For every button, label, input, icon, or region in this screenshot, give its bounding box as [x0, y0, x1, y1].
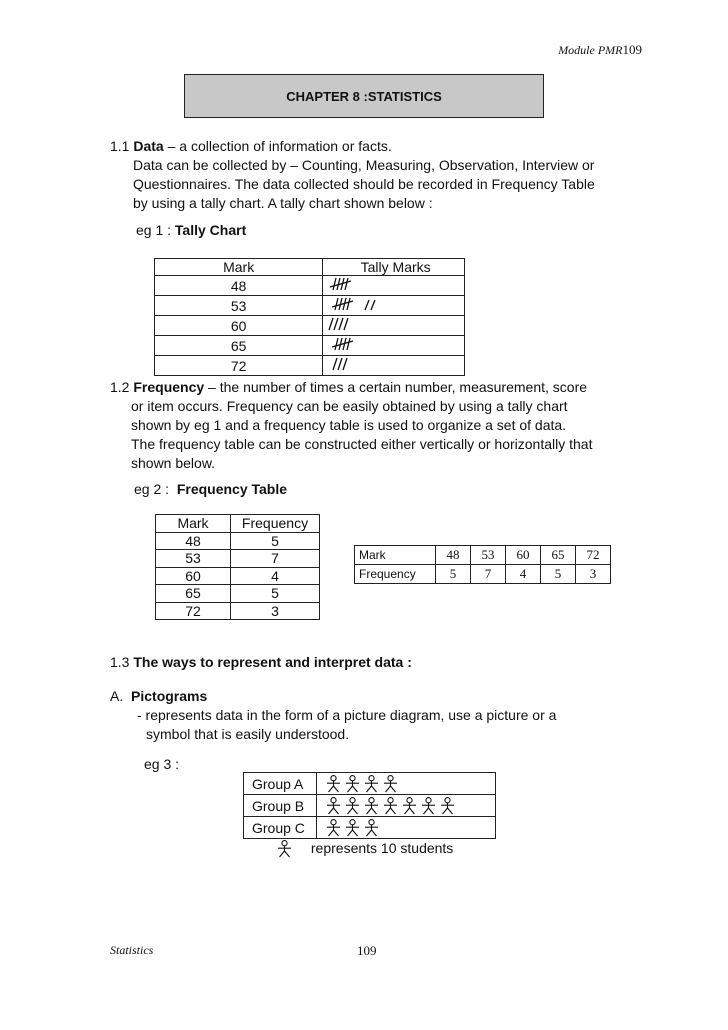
row-label-frequency: Frequency — [355, 565, 436, 584]
person-icon — [420, 797, 437, 815]
tally-marks-seven-icon — [327, 296, 397, 312]
table-row — [156, 532, 320, 550]
table-row — [155, 316, 465, 336]
section-number: 1.2 — [110, 379, 130, 395]
mark-cell: 48 — [156, 532, 231, 550]
person-icon — [382, 797, 399, 815]
paragraph-line: symbol that is easily understood. — [146, 726, 350, 742]
mark-cell: 48 — [155, 276, 323, 296]
pictogram-icons — [317, 773, 496, 795]
tally-cell — [323, 276, 465, 296]
table-row — [156, 550, 320, 568]
paragraph-line: Data can be collected by – Counting, Measuring, Observation, Interview or — [133, 157, 595, 173]
table-row — [156, 585, 320, 603]
data-definition: – a collection of information or facts. — [163, 138, 392, 154]
paragraph-line: shown below. — [131, 455, 216, 471]
mark-cell: 72 — [155, 356, 323, 376]
group-label: Group B — [244, 795, 317, 817]
tally-marks-five-icon — [327, 276, 367, 292]
example-title: Frequency Table — [176, 481, 288, 497]
tally-cell — [323, 316, 465, 336]
mark-cell: 65 — [541, 546, 576, 565]
paragraph-line: by using a tally chart. A tally chart shown below : — [133, 195, 433, 211]
frequency-cell: 4 — [231, 567, 320, 585]
mark-cell: 65 — [155, 336, 323, 356]
pictogram-table — [243, 772, 496, 839]
table-row — [156, 602, 320, 620]
example-2-heading — [134, 481, 287, 497]
pictogram-key — [276, 840, 453, 858]
example-label: eg 1 : — [136, 222, 175, 238]
frequency-definition: – the number of times a certain number, measurement, score — [204, 379, 588, 395]
example-3-label: eg 3 : — [144, 756, 180, 772]
table-row-mark — [355, 546, 611, 565]
person-icon — [363, 819, 380, 837]
person-icon — [276, 840, 293, 858]
tally-marks-three-icon — [327, 356, 367, 372]
pictogram-row — [244, 817, 496, 839]
term-data: Data — [133, 138, 164, 154]
tally-chart-table — [154, 258, 465, 376]
column-header-mark: Mark — [155, 259, 323, 276]
mark-cell: 65 — [156, 585, 231, 603]
pictogram-icons — [317, 795, 496, 817]
table-row — [155, 336, 465, 356]
mark-cell: 53 — [155, 296, 323, 316]
person-icon — [382, 775, 399, 793]
section-number: 1.1 — [110, 138, 130, 154]
group-label: Group C — [244, 817, 317, 839]
tally-cell — [323, 356, 465, 376]
section-a-pictograms — [110, 687, 556, 744]
header-page-number: 109 — [622, 42, 642, 57]
column-header-tally: Tally Marks — [323, 259, 465, 276]
person-icon — [344, 775, 361, 793]
module-label: Module PMR — [558, 43, 623, 57]
frequency-cell: 3 — [576, 565, 611, 584]
group-label: Group A — [244, 773, 317, 795]
mark-cell: 60 — [506, 546, 541, 565]
table-header-row — [155, 259, 465, 276]
paragraph-line: The frequency table can be constructed either vertically or horizontally that — [131, 436, 593, 452]
table-row — [155, 276, 465, 296]
paragraph-line: shown by eg 1 and a frequency table is used to organize a set of data. — [131, 417, 567, 433]
person-icon — [325, 775, 342, 793]
frequency-cell: 4 — [506, 565, 541, 584]
frequency-table-vertical — [155, 514, 320, 620]
table-row — [156, 567, 320, 585]
pictograms-heading: Pictograms — [131, 688, 208, 704]
mark-cell: 72 — [156, 602, 231, 620]
table-row — [155, 296, 465, 316]
chapter-title-box — [184, 74, 544, 118]
person-icon — [439, 797, 456, 815]
frequency-cell: 7 — [231, 550, 320, 568]
footer-page-number: 109 — [357, 943, 377, 958]
example-1-heading — [136, 222, 246, 238]
frequency-cell: 7 — [471, 565, 506, 584]
person-icon — [363, 797, 380, 815]
running-header — [558, 42, 642, 58]
paragraph-line: or item occurs. Frequency can be easily obtained by using a tally chart — [131, 398, 568, 414]
footer-left: Statistics — [110, 943, 154, 957]
person-icon — [344, 819, 361, 837]
person-icon — [344, 797, 361, 815]
person-icon — [363, 775, 380, 793]
paragraph-line: - represents data in the form of a picture diagram, use a picture or a — [137, 707, 557, 723]
table-row — [155, 356, 465, 376]
frequency-table-horizontal — [354, 545, 611, 584]
tally-cell — [323, 296, 465, 316]
term-frequency: Frequency — [133, 379, 205, 395]
person-icon — [401, 797, 418, 815]
mark-cell: 48 — [436, 546, 471, 565]
pictogram-row — [244, 773, 496, 795]
pictogram-row — [244, 795, 496, 817]
column-header-frequency: Frequency — [231, 515, 320, 533]
frequency-cell: 3 — [231, 602, 320, 620]
table-header-row — [156, 515, 320, 533]
chapter-title: CHAPTER 8 :STATISTICS — [286, 88, 442, 104]
tally-cell — [323, 336, 465, 356]
column-header-mark: Mark — [156, 515, 231, 533]
key-text: represents 10 students — [310, 840, 454, 856]
section-1-2 — [110, 378, 592, 473]
person-icon — [325, 819, 342, 837]
mark-cell: 60 — [155, 316, 323, 336]
person-icon — [325, 797, 342, 815]
tally-marks-four-icon — [327, 316, 367, 332]
section-number: 1.3 — [110, 654, 130, 670]
tally-marks-five-icon — [327, 336, 367, 352]
pictogram-icons — [317, 817, 496, 839]
example-label: eg 2 : — [134, 481, 177, 497]
section-1-1 — [110, 137, 595, 213]
section-title: The ways to represent and interpret data : — [133, 654, 412, 670]
mark-cell: 72 — [576, 546, 611, 565]
paragraph-line: Questionnaires. The data collected should be recorded in Frequency Table — [133, 176, 595, 192]
frequency-cell: 5 — [541, 565, 576, 584]
frequency-cell: 5 — [231, 585, 320, 603]
section-1-3 — [110, 653, 412, 672]
mark-cell: 53 — [471, 546, 506, 565]
row-label-mark: Mark — [355, 546, 436, 565]
section-letter: A. — [110, 688, 124, 704]
frequency-cell: 5 — [231, 532, 320, 550]
frequency-cell: 5 — [436, 565, 471, 584]
mark-cell: 53 — [156, 550, 231, 568]
example-title: Tally Chart — [174, 222, 247, 238]
table-row-frequency — [355, 565, 611, 584]
mark-cell: 60 — [156, 567, 231, 585]
